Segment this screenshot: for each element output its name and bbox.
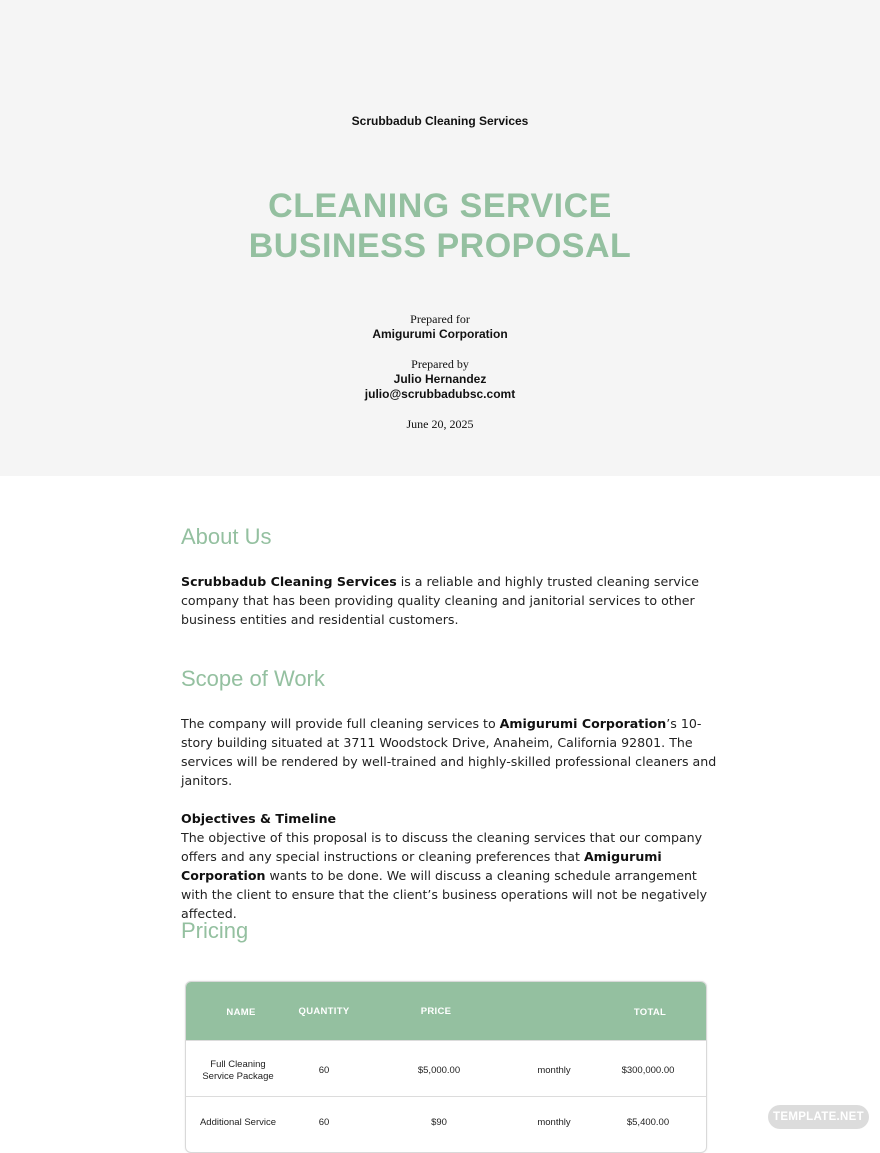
client-name: Amigurumi Corporation	[499, 716, 667, 731]
col-quantity: QUANTITY	[298, 1006, 350, 1017]
col-price: PRICE	[420, 1006, 452, 1017]
about-paragraph	[181, 572, 717, 629]
row-name	[196, 1059, 280, 1083]
row-period: monthly	[537, 1117, 571, 1128]
objectives-paragraph	[181, 828, 717, 923]
row-price: $5,000.00	[417, 1065, 461, 1076]
col-total: TOTAL	[633, 1007, 667, 1018]
table-row	[186, 1096, 706, 1153]
pricing-table	[185, 981, 707, 1153]
document-title	[0, 186, 880, 266]
row-period: monthly	[537, 1065, 571, 1076]
row-total: $300,000.00	[621, 1065, 675, 1076]
prepared-by-name: Julio Hernandez	[393, 372, 487, 386]
scope-heading: Scope of Work	[181, 666, 325, 691]
about-company-name: Scrubbadub Cleaning Services	[181, 574, 397, 589]
prepared-by-email: julio@scrubbadubsc.comt	[364, 387, 516, 401]
table-row	[186, 1040, 706, 1097]
objectives-text-1: The objective of this proposal is to discuss the cleaning services that our company offers and any special instructions or cleaning preferences that	[181, 830, 703, 864]
scope-text-2: ’s 10-story building situated at 3711 Woodstock Drive, Anaheim, California 92801. The services will be rendered by well-trained and highly-skilled professional cleaners and janitors.	[181, 716, 717, 788]
row-name: Additional Service	[199, 1117, 277, 1128]
objectives-title: Objectives & Timeline	[181, 811, 337, 826]
row-quantity: 60	[318, 1065, 330, 1076]
prepared-for-name: Amigurumi Corporation	[372, 327, 508, 341]
client-name-2: Amigurumi Corporation	[181, 849, 662, 883]
prepared-by-label: Prepared by	[411, 357, 469, 371]
scope-text-1: The company will provide full cleaning services to	[181, 716, 500, 731]
col-name: NAME	[226, 1007, 256, 1018]
table-header	[186, 982, 706, 1040]
title-line-2: BUSINESS PROPOSAL	[248, 227, 632, 265]
prepared-for-label: Prepared for	[410, 312, 470, 326]
row-name-line-2: Service Package	[202, 1071, 274, 1082]
objectives-heading	[181, 809, 717, 828]
pricing-heading: Pricing	[181, 918, 249, 943]
scope-paragraph	[181, 714, 717, 790]
row-name-line-1: Full Cleaning	[210, 1059, 266, 1070]
prepared-by-block	[0, 357, 880, 402]
pricing-section	[181, 918, 717, 944]
prepared-for-block	[0, 312, 880, 342]
company-name: Scrubbadub Cleaning Services	[351, 114, 529, 128]
row-price: $90	[431, 1117, 447, 1128]
about-text: is a reliable and highly trusted cleaning service company that has been providing quality cleaning and janitorial services to other business entities and residential customers.	[181, 574, 700, 627]
title-line-1: CLEANING SERVICE	[268, 187, 612, 225]
row-quantity: 60	[318, 1117, 330, 1128]
objectives-text-2: wants to be done. We will discuss a cleaning schedule arrangement with the client to ensure that the client’s business operations will not be negatively affected.	[181, 868, 708, 921]
watermark-badge[interactable]: TEMPLATE.NET	[768, 1105, 869, 1129]
scope-section	[181, 666, 717, 923]
row-total: $5,400.00	[626, 1117, 670, 1128]
proposal-date: June 20, 2025	[406, 417, 474, 431]
about-heading: About Us	[181, 524, 272, 549]
about-section	[181, 524, 717, 629]
